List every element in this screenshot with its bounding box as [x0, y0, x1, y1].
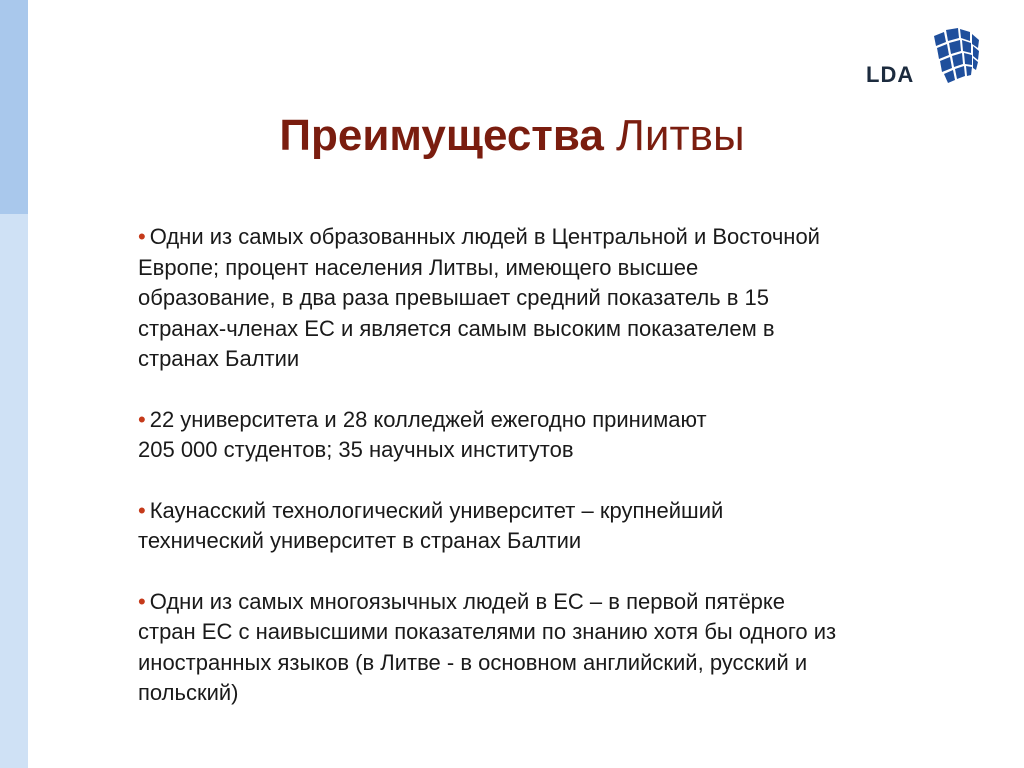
bullet-item-languages [138, 587, 968, 709]
bullet-line: Европе; процент населения Литвы, имеющего высшее [138, 254, 699, 280]
bullet-item-ktu [138, 496, 968, 557]
bullet-list [138, 222, 968, 739]
bullet-line: польский) [138, 680, 239, 705]
logo-text: LDA [866, 62, 915, 87]
bullet-marker: • [138, 588, 146, 614]
lda-logo [866, 28, 984, 88]
bullet-line: иностранных языков (в Литве - в основном английский, русский и [138, 649, 808, 675]
bullet-marker: • [138, 497, 146, 523]
bullet-line: образование, в два раза превышает средний показатель в 15 [138, 285, 770, 310]
slide-title [0, 108, 1024, 164]
bullet-line: 205 000 студентов; 35 научных институтов [138, 437, 574, 462]
bullet-line: технический университет в странах Балтии [138, 528, 582, 553]
sidebar-accent-block [0, 0, 28, 214]
bullet-marker: • [138, 224, 146, 249]
title-rest: Литвы [616, 111, 745, 160]
bullet-line: странах Балтии [138, 346, 300, 371]
bullet-line: Одни из самых образованных людей в Центральной и Восточной [149, 224, 820, 249]
bullet-line: Одни из самых многоязычных людей в ЕС – в первой пятёрке [149, 588, 786, 614]
bullet-item-education [138, 222, 968, 375]
bullet-item-universities [138, 405, 968, 466]
bullet-line: странах-членах ЕС и является самым высоким показателем в [138, 315, 775, 341]
globe-grid-icon [926, 28, 984, 86]
title-bold: Преимущества [279, 111, 604, 160]
bullet-line: 22 университета и 28 колледжей ежегодно принимают [149, 406, 707, 432]
bullet-marker: • [138, 406, 146, 432]
bullet-line: стран ЕС с наивысшими показателями по знанию хотя бы одного из [138, 619, 837, 644]
bullet-line: Каунасский технологический университет – крупнейший [149, 497, 724, 523]
